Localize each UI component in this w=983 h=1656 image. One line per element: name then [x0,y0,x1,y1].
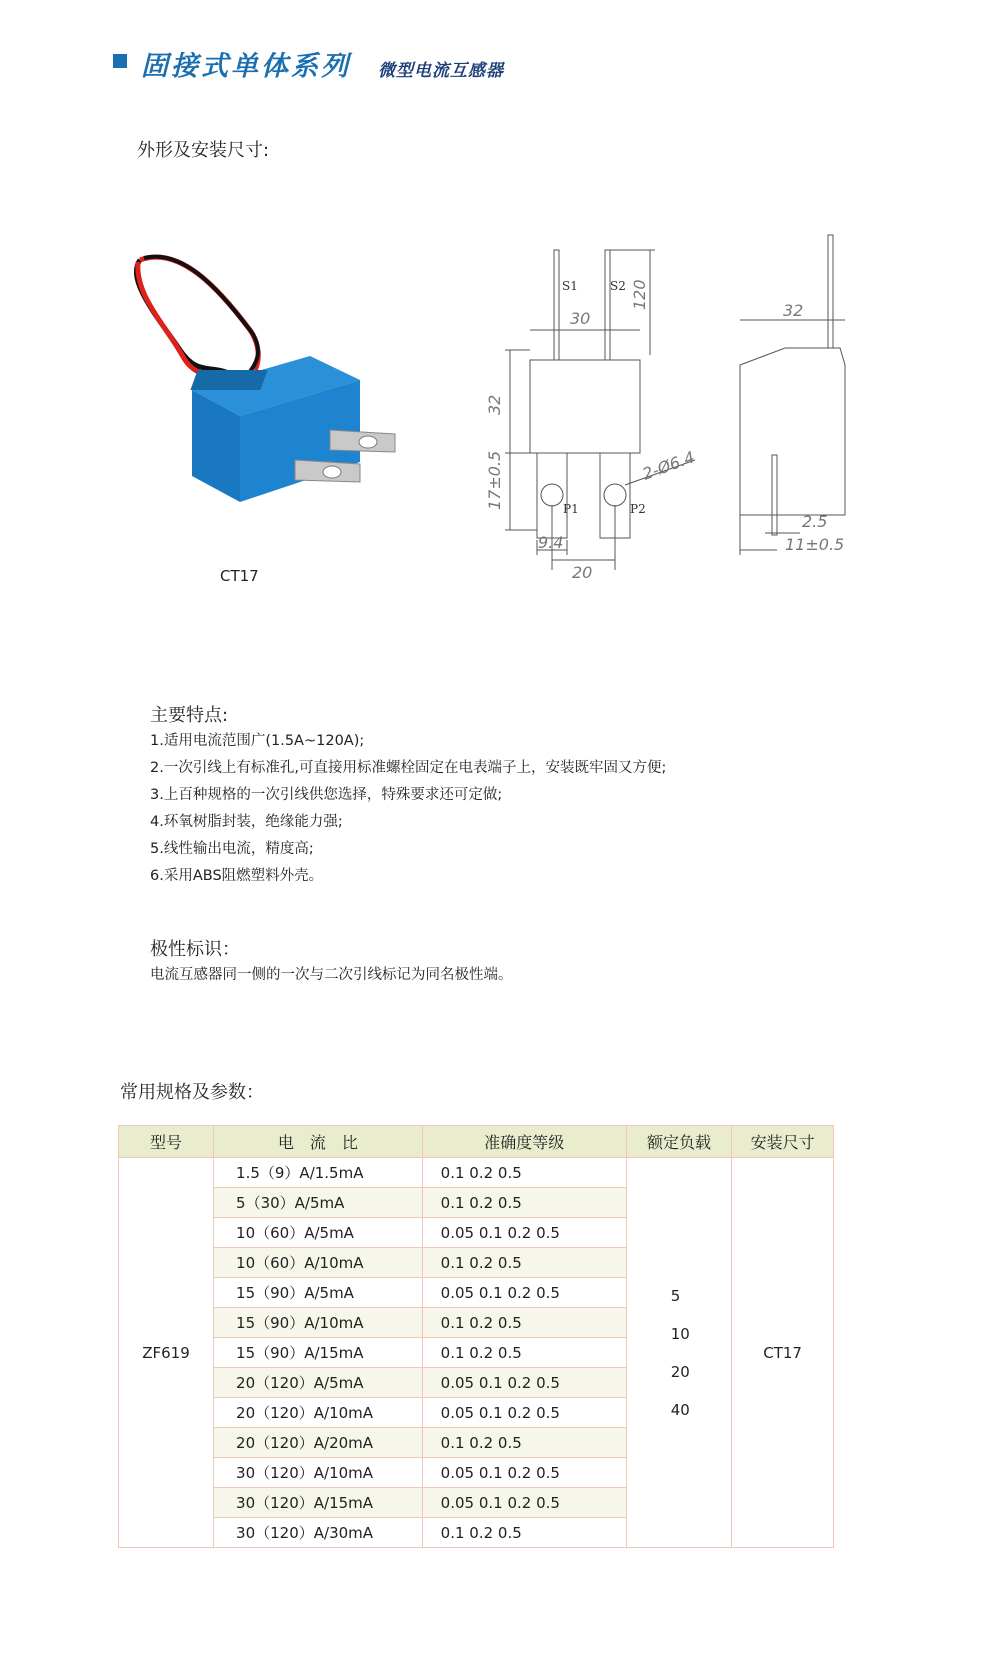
feature-item: 6.采用ABS阻燃塑料外壳。 [150,868,324,884]
col-header-model: 型号 [119,1126,214,1158]
label-p2: P2 [630,502,646,516]
product-photo [120,240,420,560]
ratio-cell: 30（120）A/10mA [214,1458,423,1488]
accuracy-cell: 0.05 0.1 0.2 0.5 [422,1368,626,1398]
accuracy-cell: 0.05 0.1 0.2 0.5 [422,1218,626,1248]
ratio-cell: 15（90）A/5mA [214,1278,423,1308]
accuracy-cell: 0.1 0.2 0.5 [422,1158,626,1188]
specs-table [118,1125,834,1548]
dim-11: 11±0.5 [785,535,845,554]
page-subtitle: 微型电流互感器 [378,61,504,81]
col-header-ratio: 电 流 比 [214,1126,423,1158]
photo-caption: CT17 [220,567,259,585]
dim-30: 30 [570,309,591,328]
accuracy-cell: 0.05 0.1 0.2 0.5 [422,1488,626,1518]
feature-item: 4.环氧树脂封装，绝缘能力强; [150,814,343,830]
load-value: 10 [670,1324,690,1343]
label-s1: S1 [562,279,578,293]
page-title: 固接式单体系列 [141,51,351,82]
accuracy-cell: 0.05 0.1 0.2 0.5 [422,1278,626,1308]
dim-120: 120 [630,279,649,310]
dim-2-5: 2.5 [802,512,828,531]
ratio-cell: 10（60）A/5mA [214,1218,423,1248]
dim-32-height: 32 [485,394,504,415]
accuracy-cell: 0.1 0.2 0.5 [422,1518,626,1548]
table-header-row [119,1126,834,1158]
col-header-size: 安装尺寸 [732,1126,834,1158]
accuracy-cell: 0.05 0.1 0.2 0.5 [422,1398,626,1428]
table-row [119,1158,834,1188]
ratio-cell: 20（120）A/5mA [214,1368,423,1398]
load-value: 5 [670,1286,681,1305]
col-header-accuracy: 准确度等级 [422,1126,626,1158]
ratio-cell: 15（90）A/10mA [214,1308,423,1338]
accuracy-cell: 0.05 0.1 0.2 0.5 [422,1458,626,1488]
label-p1: P1 [563,502,579,516]
dimension-drawing [485,230,920,630]
ratio-cell: 20（120）A/10mA [214,1398,423,1428]
feature-item: 3.上百种规格的一次引线供您选择，特殊要求还可定做; [150,787,503,803]
polarity-text: 电流互感器同一侧的一次与二次引线标记为同名极性端。 [150,967,513,983]
accuracy-cell: 0.1 0.2 0.5 [422,1308,626,1338]
ratio-cell: 30（120）A/15mA [214,1488,423,1518]
ratio-cell: 1.5（9）A/1.5mA [214,1158,423,1188]
dim-32-width: 32 [783,301,804,320]
accuracy-cell: 0.1 0.2 0.5 [422,1188,626,1218]
col-header-load: 额定负载 [626,1126,731,1158]
ratio-cell: 10（60）A/10mA [214,1248,423,1278]
feature-item: 1.适用电流范围广(1.5A~120A); [150,733,365,749]
ratio-cell: 5（30）A/5mA [214,1188,423,1218]
dim-20: 20 [572,563,593,582]
install-size-cell: CT17 [732,1158,834,1548]
ratio-cell: 30（120）A/30mA [214,1518,423,1548]
features-heading: 主要特点: [150,705,229,726]
ratio-cell: 20（120）A/20mA [214,1428,423,1458]
label-s2: S2 [610,279,626,293]
dim-17: 17±0.5 [485,450,504,510]
dim-9-4: 9.4 [538,533,564,552]
title-square-icon [113,54,127,68]
load-value: 20 [670,1362,690,1381]
accuracy-cell: 0.1 0.2 0.5 [422,1428,626,1458]
polarity-heading: 极性标识： [150,939,240,960]
dimensions-heading: 外形及安装尺寸: [137,140,270,161]
specs-heading: 常用规格及参数： [120,1082,264,1103]
dim-hole: 2-Ø6.4 [639,447,698,484]
model-cell: ZF619 [119,1158,214,1548]
feature-item: 5.线性输出电流，精度高; [150,841,314,857]
accuracy-cell: 0.1 0.2 0.5 [422,1248,626,1278]
load-cell [626,1158,731,1548]
feature-item: 2.一次引线上有标准孔,可直接用标准螺栓固定在电表端子上，安装既牢固又方便; [150,760,667,776]
load-value: 40 [670,1400,690,1419]
ratio-cell: 15（90）A/15mA [214,1338,423,1368]
accuracy-cell: 0.1 0.2 0.5 [422,1338,626,1368]
